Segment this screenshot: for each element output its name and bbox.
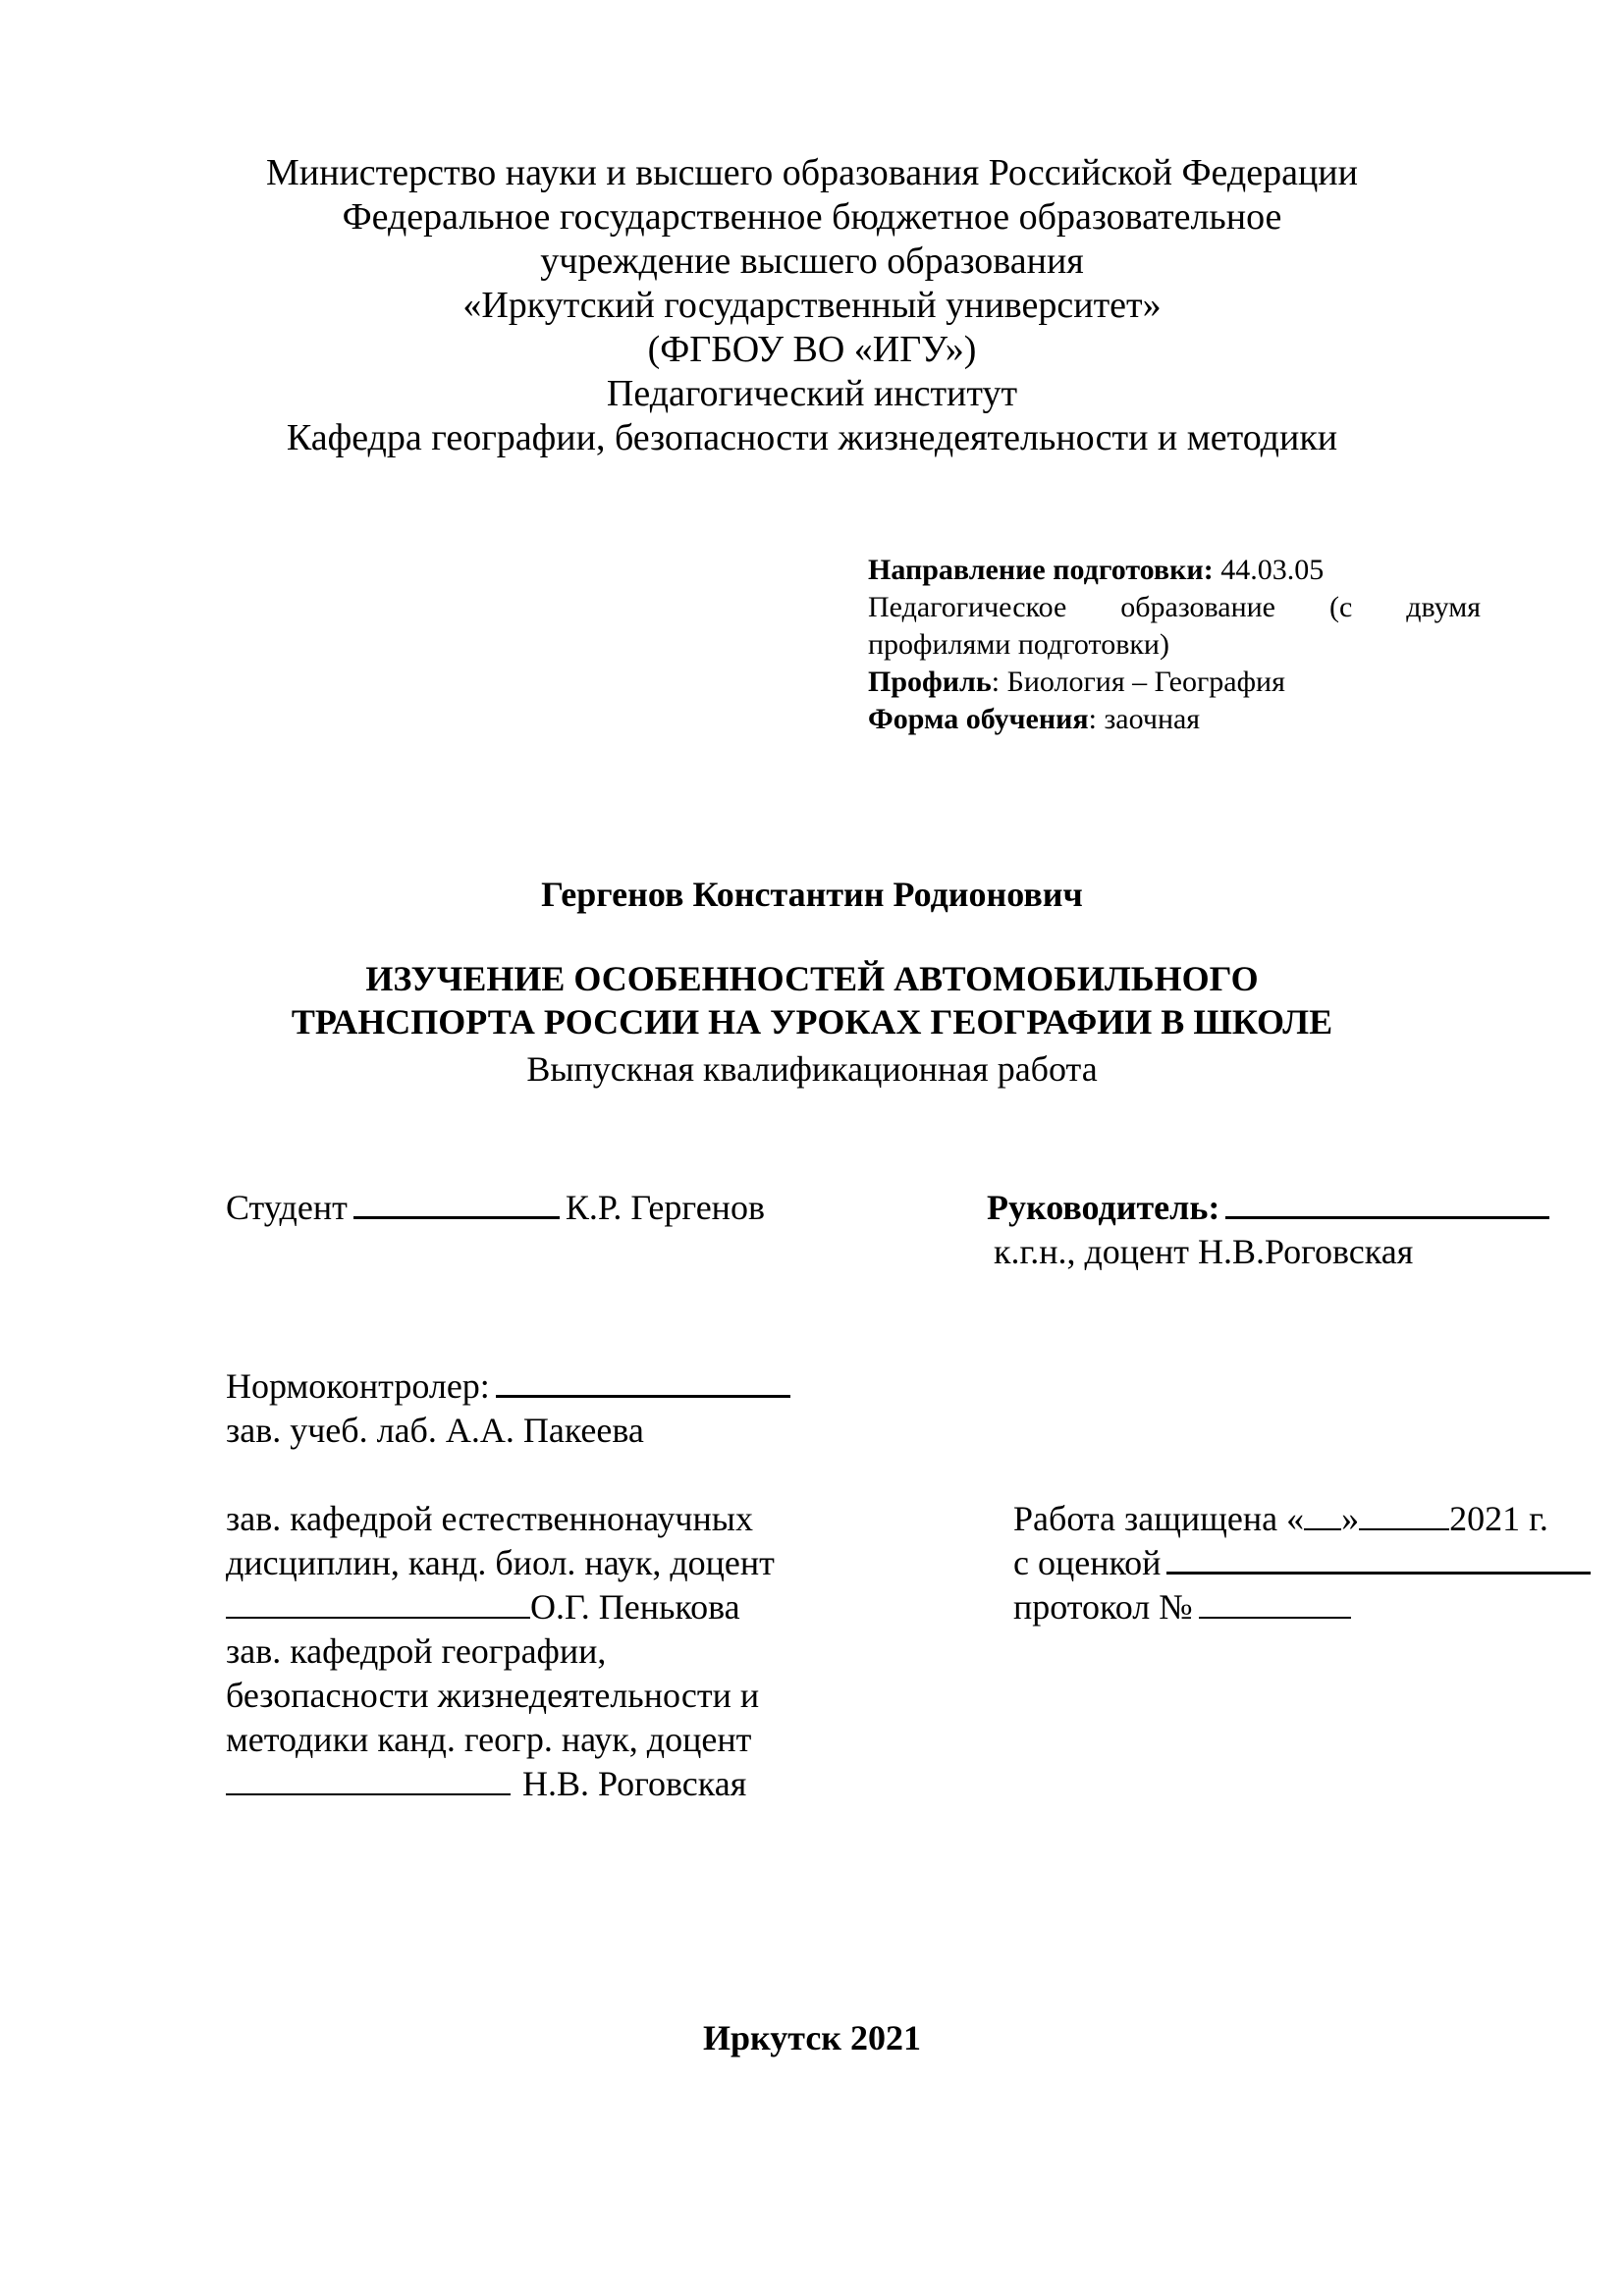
direction-text-1: Педагогическое образование (с двумя xyxy=(868,591,1481,623)
head-geo-line-2: безопасности жизнедеятельности и xyxy=(226,1676,760,1715)
normcontrol-signature-line xyxy=(496,1365,790,1398)
head-geo-line-3: методики канд. геогр. наук, доцент xyxy=(226,1720,752,1759)
university-name: «Иркутский государственный университет» xyxy=(462,285,1162,326)
supervisor-signature xyxy=(987,1186,1555,1230)
normcontrol-label: Нормоконтролер: xyxy=(226,1366,490,1406)
supervisor-details: к.г.н., доцент Н.В.Роговская xyxy=(994,1232,1414,1271)
head-natural-line-1: зав. кафедрой естественнонаучных xyxy=(226,1499,753,1538)
institution-type-line: Федеральное государственное бюджетное образовательное xyxy=(342,196,1282,238)
thesis-type: Выпускная квалификационная работа xyxy=(526,1049,1098,1089)
city-year: Иркутск 2021 xyxy=(702,2018,922,2057)
head-geo-line-1: зав. кафедрой географии, xyxy=(226,1631,607,1671)
thesis-title-line-1: ИЗУЧЕНИЕ ОСОБЕННОСТЕЙ АВТОМОБИЛЬНОГО xyxy=(365,959,1259,998)
defense-day-line xyxy=(1304,1499,1341,1530)
head-natural-signature-line xyxy=(226,1587,530,1619)
head-geo-name: Н.В. Роговская xyxy=(522,1764,747,1803)
thesis-title xyxy=(0,957,1624,1043)
direction-code: 44.03.05 xyxy=(1213,554,1325,586)
defense-protocol xyxy=(1013,1585,1357,1629)
head-geo-signature-line xyxy=(226,1764,511,1795)
head-geo-signature xyxy=(226,1762,746,1806)
profile-label: Профиль xyxy=(868,666,992,698)
protocol-label: протокол № xyxy=(1013,1587,1193,1627)
grade-label: с оценкой xyxy=(1013,1543,1162,1582)
grade-line xyxy=(1166,1542,1591,1575)
supervisor-signature-line xyxy=(1225,1187,1549,1219)
student-signature-line xyxy=(353,1187,560,1219)
direction-text-2: профилями подготовки) xyxy=(868,628,1169,661)
thesis-title-line-2: ТРАНСПОРТА РОССИИ НА УРОКАХ ГЕОГРАФИИ В ШКОЛЕ xyxy=(291,1002,1333,1041)
normcontrol-signature xyxy=(226,1364,796,1409)
supervisor-label: Руководитель: xyxy=(987,1188,1220,1227)
form-label: Форма обучения xyxy=(868,703,1089,735)
student-label: Студент xyxy=(226,1188,348,1227)
normcontrol-details: зав. учеб. лаб. А.А. Пакеева xyxy=(226,1411,644,1450)
protocol-line xyxy=(1199,1587,1351,1619)
university-abbr: (ФГБОУ ВО «ИГУ») xyxy=(647,329,977,370)
program-info xyxy=(868,552,1481,738)
department-name: Кафедра географии, безопасности жизнедеятельности и методики xyxy=(286,417,1338,458)
defense-prefix: Работа защищена « xyxy=(1013,1499,1305,1538)
head-natural-signature xyxy=(226,1585,740,1629)
head-natural-name: О.Г. Пенькова xyxy=(530,1587,740,1627)
head-natural-line-2: дисциплин, канд. биол. наук, доцент xyxy=(226,1543,775,1582)
student-signature xyxy=(226,1186,765,1230)
student-name: К.Р. Гергенов xyxy=(565,1188,765,1227)
defense-date xyxy=(1013,1497,1548,1541)
institute-name: Педагогический институт xyxy=(606,373,1018,414)
author-name: Гергенов Константин Родионович xyxy=(541,875,1083,914)
defense-month-line xyxy=(1359,1499,1449,1530)
defense-grade xyxy=(1013,1541,1597,1585)
direction-label: Направление подготовки: xyxy=(868,554,1214,586)
profile-value: : Биология – География xyxy=(991,666,1285,698)
ministry-line: Министерство науки и высшего образования Российской Федерации xyxy=(266,152,1358,193)
institution-type-line-2: учреждение высшего образования xyxy=(540,240,1084,282)
defense-year: 2021 г. xyxy=(1449,1499,1548,1538)
form-value: : заочная xyxy=(1088,703,1201,735)
institution-header xyxy=(0,151,1624,460)
defense-mid: » xyxy=(1341,1499,1360,1538)
